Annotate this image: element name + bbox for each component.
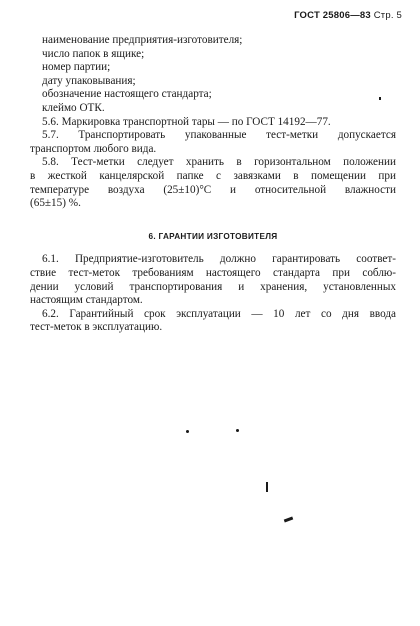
scan-speck xyxy=(266,482,268,492)
marking-item: клеймо ОТК. xyxy=(42,101,105,114)
marking-list xyxy=(30,34,396,116)
scan-speck xyxy=(186,430,189,433)
paragraph-line: температуре воздуха (25±10)°С и относительной влажности xyxy=(30,183,396,196)
paragraph-6-1 xyxy=(30,253,396,307)
document-body xyxy=(30,34,396,335)
paragraph-line: 5.7. Транспортировать упакованные тест-метки допускается xyxy=(42,129,396,142)
paragraph-line: 5.8. Тест-метки следует хранить в горизонтальном положении xyxy=(42,156,396,169)
scan-speck xyxy=(379,97,381,100)
marking-item: номер партии; xyxy=(42,61,111,74)
scan-speck xyxy=(236,429,239,432)
paragraph-line: транспортом любого вида. xyxy=(30,142,157,155)
paragraph-line: дении условий транспортирования и хранения, установленных xyxy=(30,280,396,293)
standard-number: ГОСТ 25806—83 xyxy=(294,10,371,21)
page-number: Стр. 5 xyxy=(373,10,402,21)
paragraph-line: 6.2. Гарантийный срок эксплуатации — 10 лет со дня ввода xyxy=(42,307,396,320)
marking-item: дату упаковывания; xyxy=(42,74,136,87)
paragraph-line: (65±15) %. xyxy=(30,197,81,210)
paragraph-5-8 xyxy=(30,156,396,210)
paragraph-line: тест-меток в эксплуатацию. xyxy=(30,321,163,334)
paragraph-line: 6.1. Предприятие-изготовитель должно гарантировать соответ- xyxy=(42,253,396,266)
paragraph-5-7 xyxy=(30,129,396,156)
section-title: 6. ГАРАНТИИ ИЗГОТОВИТЕЛЯ xyxy=(148,231,278,241)
paragraph-6-2 xyxy=(30,308,396,335)
page-header xyxy=(294,10,402,21)
marking-item: наименование предприятия-изготовителя; xyxy=(42,34,243,46)
paragraph-line: настоящим стандартом. xyxy=(30,294,143,307)
paragraph-5-6: 5.6. Маркировка транспортной тары — по ГОСТ 14192—77. xyxy=(42,115,331,128)
scan-speck xyxy=(284,517,293,523)
marking-item: обозначение настоящего стандарта; xyxy=(42,88,212,101)
paragraph-line: в жесткой канцелярской папке с завязками в помещении при xyxy=(30,169,396,182)
marking-item: число папок в ящике; xyxy=(42,47,145,60)
paragraph-line: ствие тест-меток требованиям настоящего стандарта при соблю- xyxy=(30,266,396,279)
